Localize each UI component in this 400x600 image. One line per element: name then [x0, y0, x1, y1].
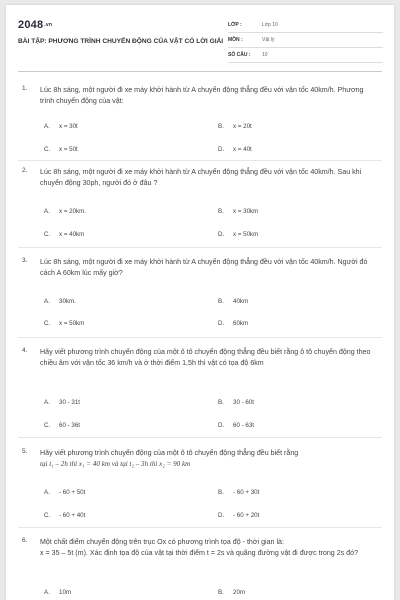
question-number: 5. [22, 448, 28, 455]
header-divider [18, 71, 382, 72]
meta-info [228, 18, 383, 63]
question-number: 6. [22, 537, 28, 544]
question-text: Lúc 8h sáng, một người đi xe máy khởi hành từ A chuyển động thẳng đều với vận tốc 40km/h. Sau khi chuyển động 30ph, người đó ở đâu ? [40, 168, 362, 188]
question-divider [18, 437, 382, 438]
option-b[interactable]: B. 40km [218, 298, 249, 305]
option-d[interactable]: D. 60 - 63t [218, 422, 254, 429]
meta-row-subject: MÔN : Vật lý [228, 33, 383, 48]
option-a[interactable]: A. - 60 + 50t [44, 489, 86, 496]
question-text: Một chất điểm chuyển động trên trục Ox có phương trình tọa độ - thời gian là: x = 35 – 5t (m). Xác định tọa độ của vật tại thời điểm t = 2s và quãng đường vật đi được trong 2s đó? [40, 538, 359, 558]
option-b[interactable]: B. x = 20t [218, 123, 252, 130]
option-a[interactable]: A. 30km. [44, 298, 76, 305]
option-a[interactable]: A. 30 - 31t [44, 399, 80, 406]
meta-row-class: LỚP : Lớp 10 [228, 18, 383, 33]
option-c[interactable]: C. x = 50t [44, 146, 78, 153]
option-b[interactable]: B. x = 30km [218, 208, 259, 215]
question-number: 4. [22, 347, 28, 354]
option-a[interactable]: A. 10m [44, 589, 72, 596]
option-b[interactable]: B. 20m [218, 589, 246, 596]
option-c[interactable]: C. x = 50km [44, 320, 85, 327]
question-divider [18, 337, 382, 338]
meta-row-count: SỐ CÂU : 10 [228, 48, 383, 63]
question-number: 1. [22, 85, 28, 92]
page-title: BÀI TẬP: PHƯƠNG TRÌNH CHUYỂN ĐỘNG CỦA VẬT CÓ LỜI GIẢI [18, 38, 224, 45]
question-text: Hãy viết phương trình chuyển động của một ô tô chuyển động thẳng đều biết rằng tại t₁ – 2h thì x₁ = 40 km và tại t₂ – 3h thì x₂ = 90 km [40, 448, 372, 470]
document-page [6, 5, 394, 600]
option-c[interactable]: C. 60 - 36t [44, 422, 80, 429]
question-text: Hãy viết phương trình chuyển động của một ô tô chuyển động thẳng đều biết rằng ô tô chuyển động theo chiều âm với vận tốc 36 km/h và ở thời điểm 1,5h thì vật có tọa độ 6km [40, 348, 371, 368]
option-c[interactable]: C. x = 40km [44, 231, 85, 238]
option-d[interactable]: D. x = 50km [218, 231, 259, 238]
question-divider [18, 527, 382, 528]
option-d[interactable]: D. x = 40t [218, 146, 252, 153]
document-header [6, 5, 394, 69]
question-text: Lúc 8h sáng, một người đi xe máy khởi hành từ A chuyển động thẳng đều với vận tốc 40km/h. Phương trình chuyển động của vật: [40, 86, 364, 106]
question-formula: tại t₁ – 2h thì x₁ = 40 km và tại t₂ – 3h thì x₂ = 90 km [40, 460, 191, 469]
site-logo[interactable]: 2048.vn [18, 19, 53, 31]
option-d[interactable]: D. - 60 + 20t [218, 512, 260, 519]
question-number: 2. [22, 167, 28, 174]
option-b[interactable]: B. - 60 + 30t [218, 489, 260, 496]
question-number: 3. [22, 257, 28, 264]
option-a[interactable]: A. x = 20km. [44, 208, 86, 215]
question-text: Lúc 8h sáng, một người đi xe máy khởi hành từ A chuyển động thẳng đều với vận tốc 40km/h. Người đó cách A 60km lúc mấy giờ? [40, 258, 368, 278]
question-divider [18, 160, 382, 161]
question-divider [18, 247, 382, 248]
option-d[interactable]: D. 60km [218, 320, 249, 327]
option-b[interactable]: B. 30 - 60t [218, 399, 254, 406]
option-a[interactable]: A. x = 30t [44, 123, 78, 130]
option-c[interactable]: C. - 60 + 40t [44, 512, 86, 519]
